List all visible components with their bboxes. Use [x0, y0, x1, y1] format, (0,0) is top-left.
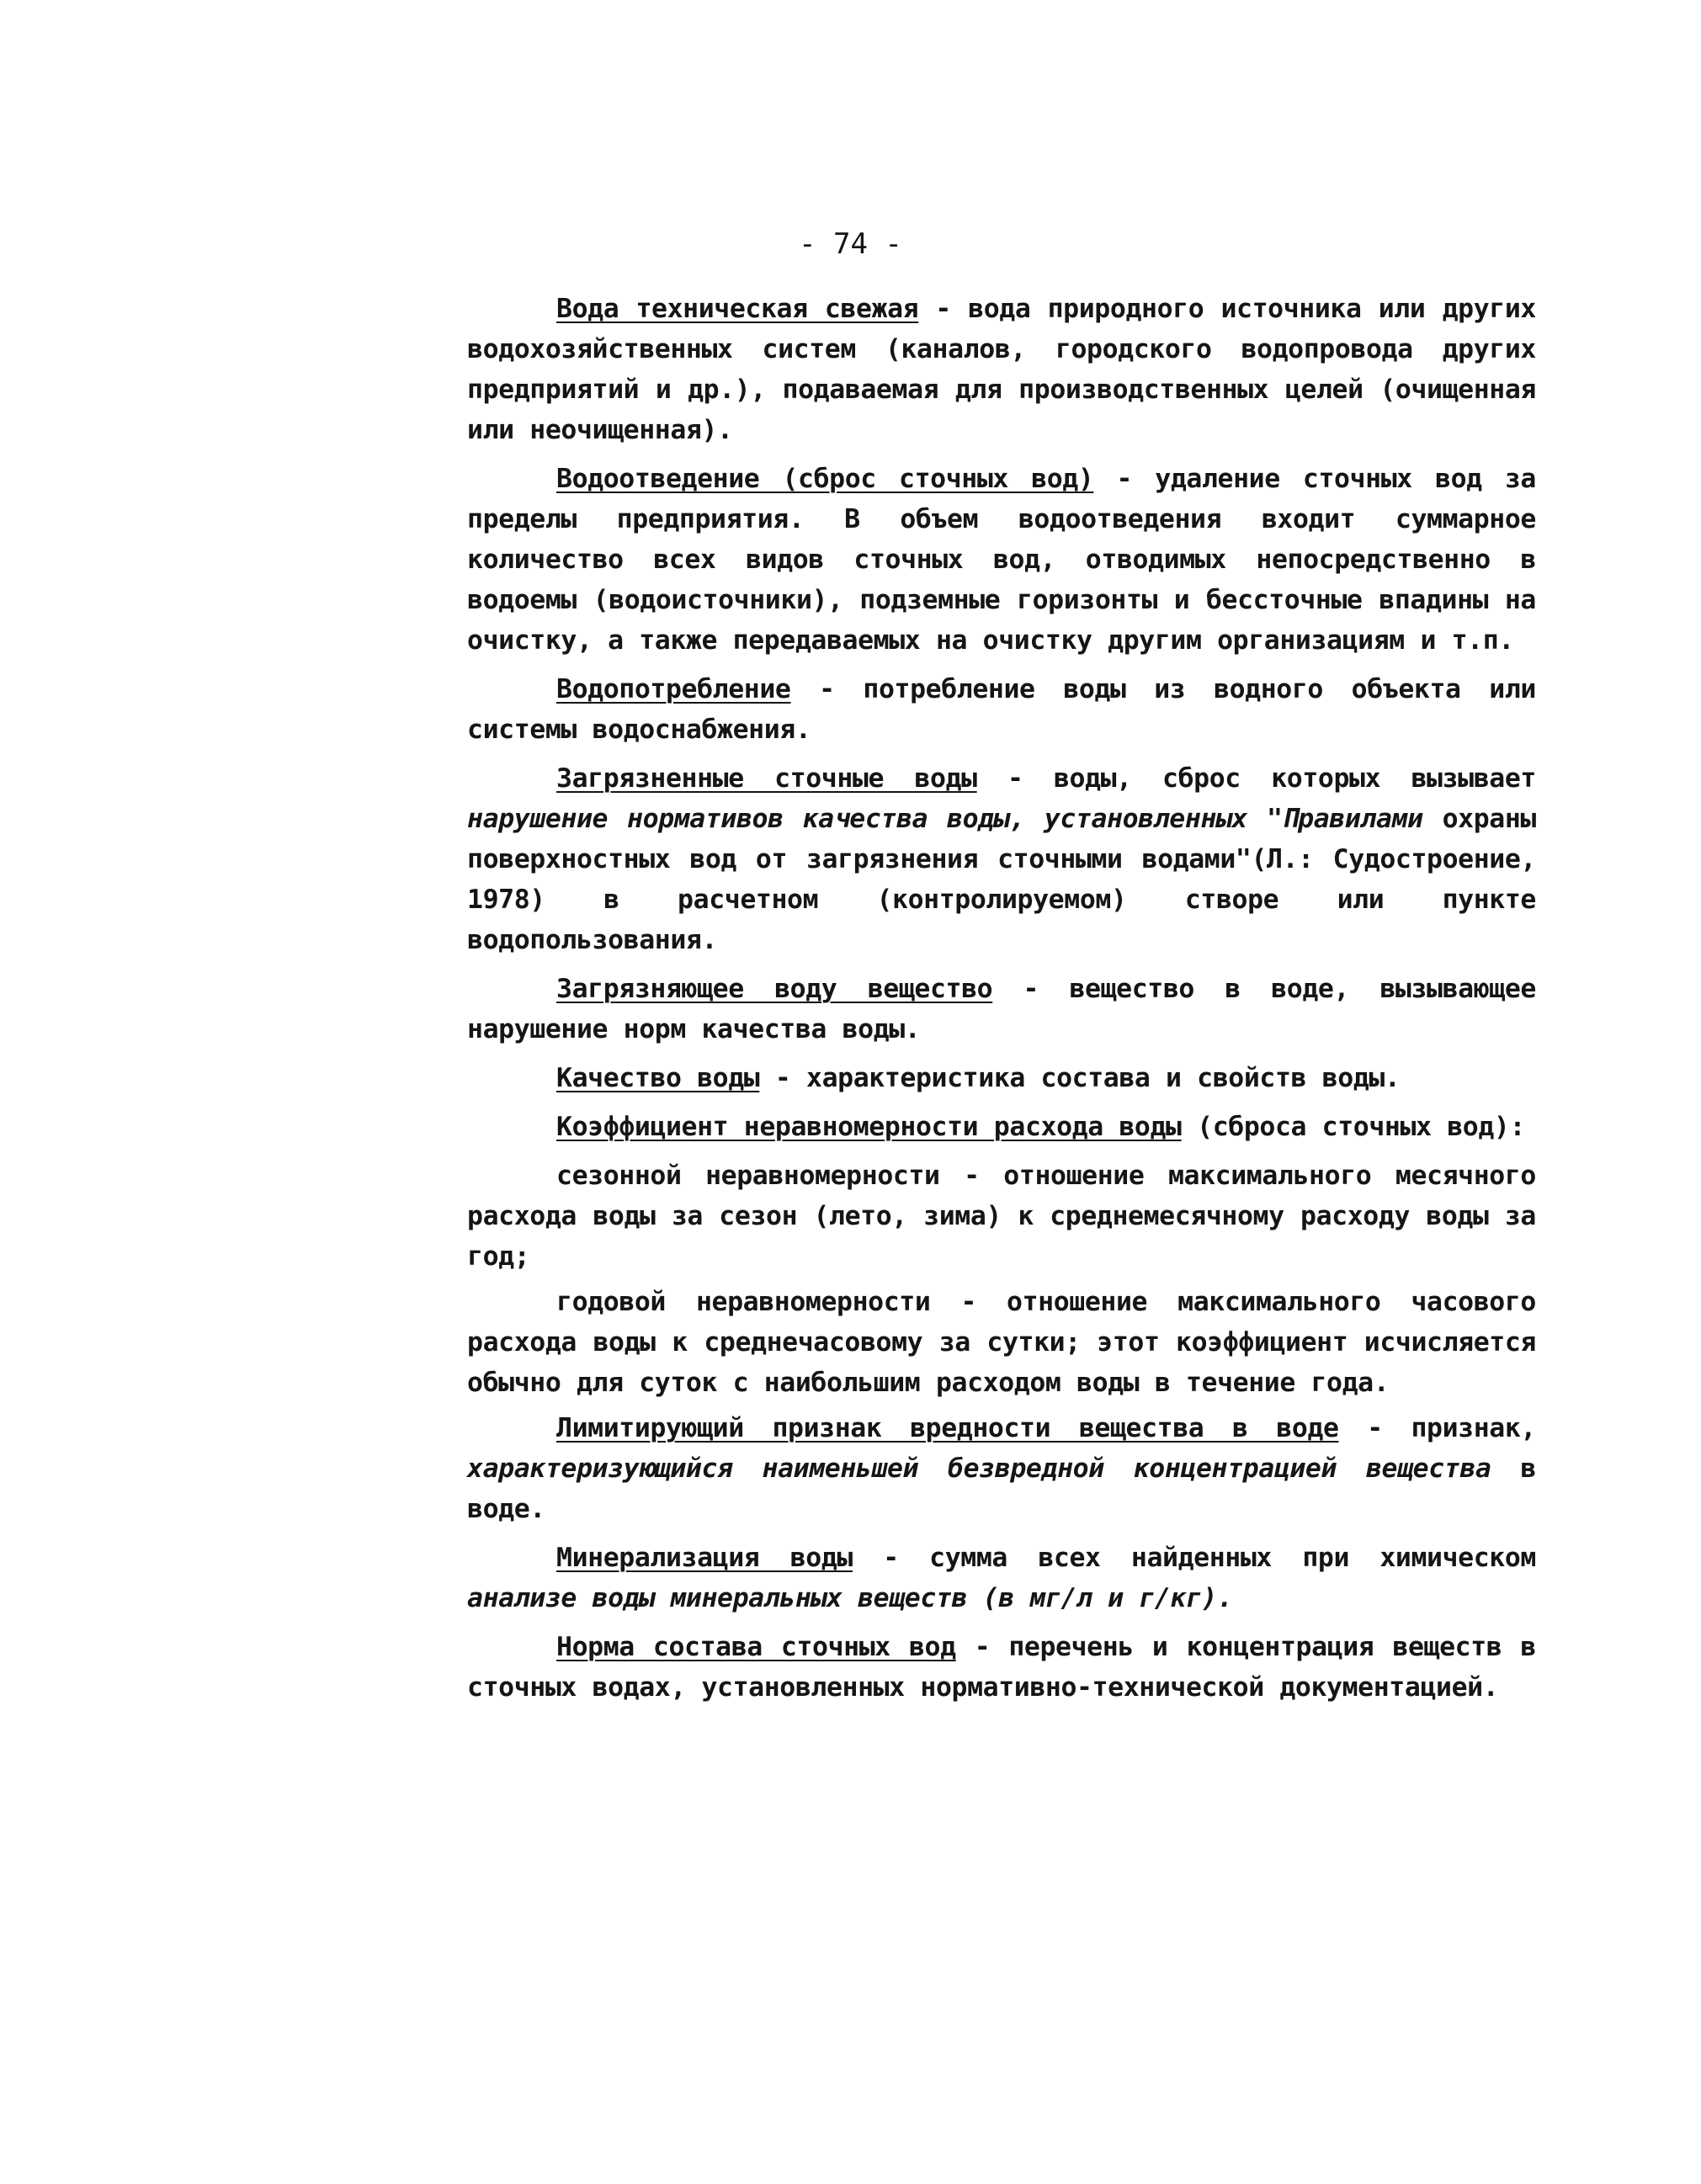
definition-part: - воды, сброс которых вызывает [976, 763, 1536, 794]
term: Лимитирующий признак вредности вещества в воде [556, 1413, 1339, 1443]
entry-water-disposal [467, 459, 1536, 661]
entry-limiting-hazard-sign [467, 1408, 1536, 1529]
definition-part-italic: характеризующийся наименьшей безвредной концентрацией вещества [467, 1453, 1491, 1484]
definition: - вещество в воде, вызывающее нарушение норм качества воды. [467, 974, 1536, 1044]
definition-part: в воде. [467, 1453, 1536, 1524]
definition: - характеристика состава и свойств воды. [759, 1063, 1401, 1093]
sub-item-seasonal: сезонной неравномерности - отношение максимального месячного расхода воды за сезон (лето, зима) к среднемесячному расходу воды за год; [467, 1161, 1536, 1272]
glossary-text [467, 289, 1536, 1716]
term: Водопотребление [556, 674, 791, 704]
definition: - потребление воды из водного объекта или системы водоснабжения. [467, 674, 1536, 745]
definition: - перечень и концентрация веществ в сточных водах, установленных нормативно-технической документацией. [467, 1632, 1536, 1703]
entry-water-quality [467, 1058, 1536, 1098]
definition-part-italic: нарушение нормативов качества воды, установленных "Правилами [467, 804, 1423, 834]
sub-item-annual: годовой неравномерности - отношение максимального часового расхода воды к среднечасовому за сутки; этот коэффициент исчисляется обычно для суток с наибольшим расходом воды в течение года. [467, 1287, 1536, 1398]
entry-wastewater-composition-norm [467, 1627, 1536, 1708]
term: Качество воды [556, 1063, 760, 1093]
definition: - удаление сточных вод за пределы предприятия. В объем водоотведения входит суммарное количество всех видов сточных вод, отводимых непосредственно в водоемы (водоисточники), подземные горизонты и бессточные впадины на очистку, а также передаваемых на очистку другим организациям и т.п. [467, 464, 1536, 656]
term: Загрязняющее воду вещество [556, 974, 993, 1004]
term: Загрязненные сточные воды [556, 763, 977, 794]
definition: - вода природного источника или других водохозяйственных систем (каналов, городского водопровода других предприятий и др.), подаваемая для производственных целей (очищенная или неочищенная). [467, 294, 1536, 445]
entry-nonuniformity-coefficient [467, 1107, 1536, 1147]
term: Водоотведение (сброс сточных вод) [556, 464, 1094, 494]
entry-polluted-wastewater [467, 758, 1536, 960]
entry-fresh-technical-water [467, 289, 1536, 450]
term: Коэффициент неравномерности расхода воды [556, 1112, 1182, 1142]
definition-part: охраны поверхностных вод от загрязнения сточными водами"(Л.: Судостроение, 1978) в расчетном (контролируемом) створе или пункте водопользования. [467, 804, 1536, 955]
definition-part: - признак, [1338, 1413, 1536, 1443]
term: Вода техническая свежая [556, 294, 919, 324]
entry-polluting-substance [467, 969, 1536, 1049]
definition-part: - сумма всех найденных при химическом [852, 1543, 1536, 1573]
entry-water-mineralization [467, 1538, 1536, 1618]
entry-water-consumption [467, 669, 1536, 750]
definition: (сброса сточных вод): [1181, 1112, 1526, 1142]
definition-part-italic: анализе воды минеральных веществ (в мг/л и г/кг). [467, 1583, 1233, 1613]
term: Минерализация воды [556, 1543, 853, 1573]
page-number: - 74 - [799, 227, 902, 261]
term: Норма состава сточных вод [556, 1632, 956, 1662]
